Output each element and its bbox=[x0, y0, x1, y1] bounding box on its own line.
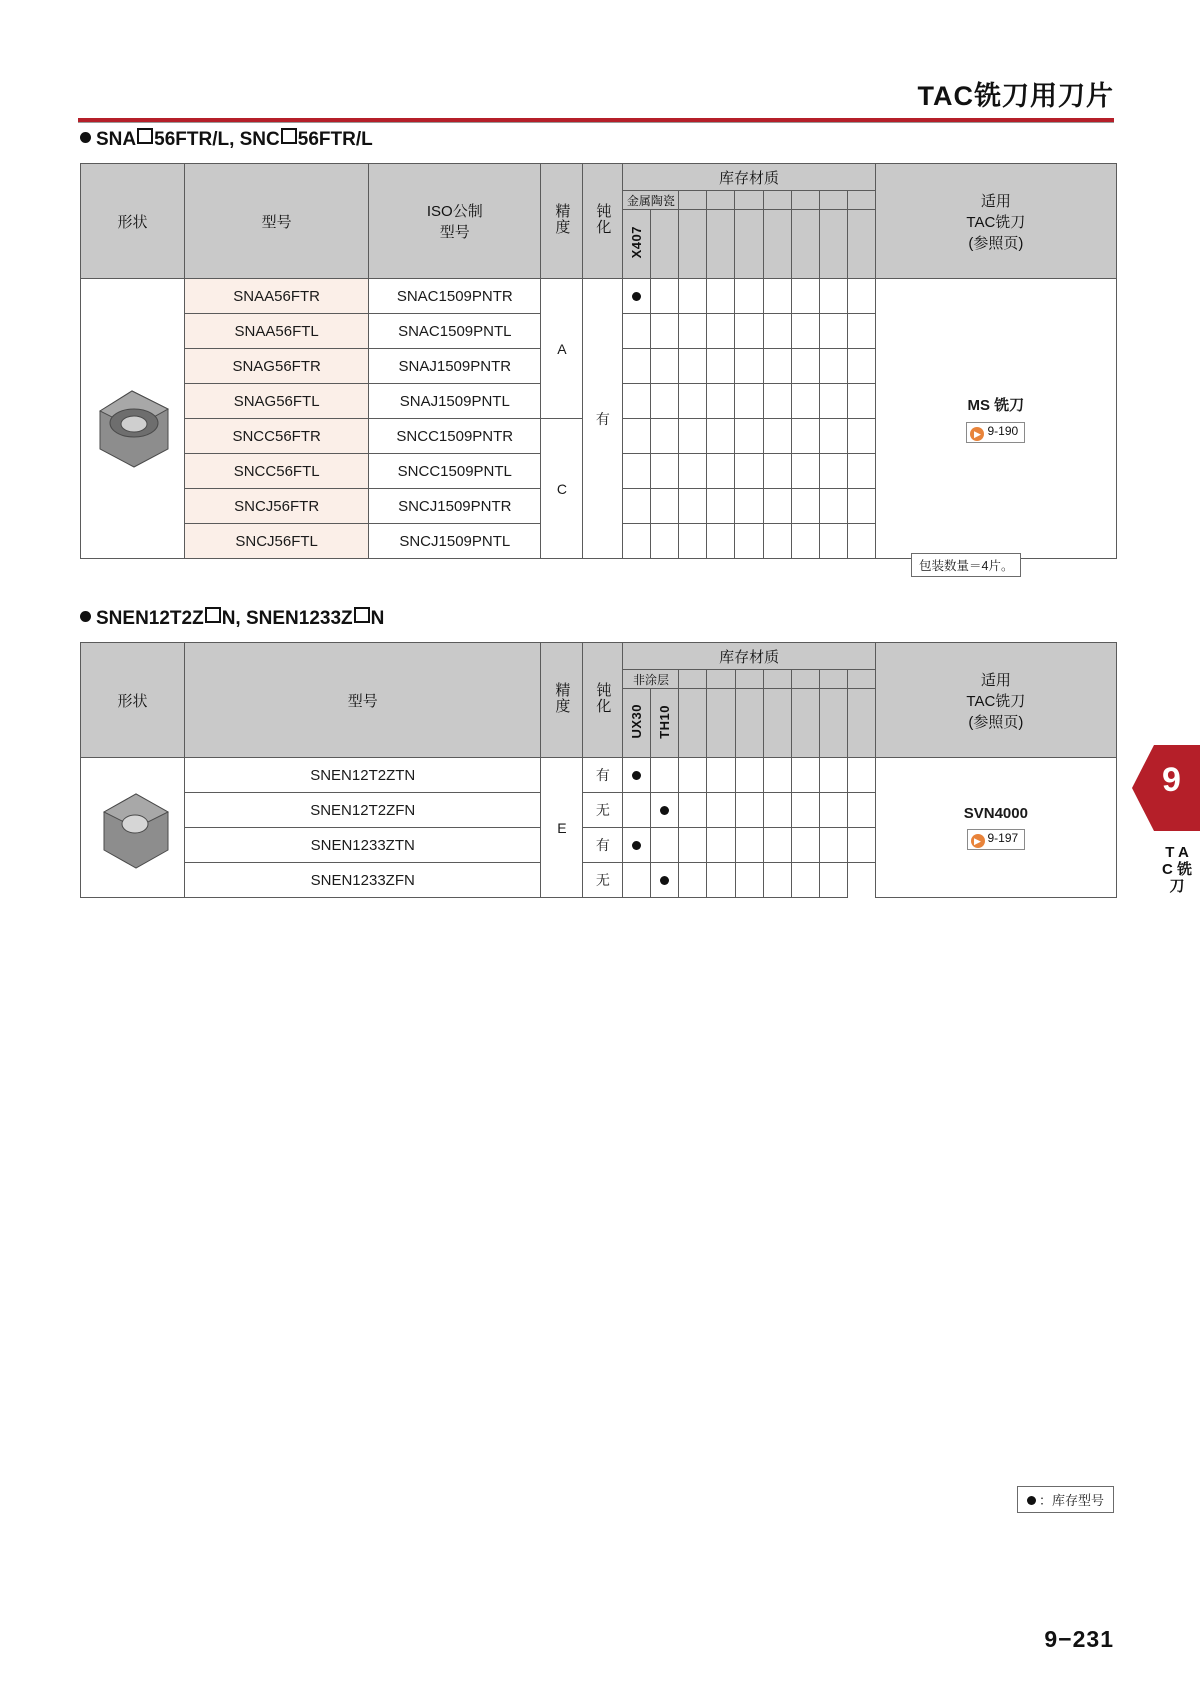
stock-cell bbox=[819, 828, 847, 863]
chapter-tab bbox=[1154, 745, 1200, 831]
stock-cell bbox=[707, 489, 735, 524]
stock-cell bbox=[651, 828, 679, 863]
tool-name: MS 铣刀 bbox=[967, 397, 1025, 414]
chapter-number: 9 bbox=[1162, 761, 1181, 799]
stock-cell bbox=[623, 863, 651, 898]
stock-cell bbox=[623, 793, 651, 828]
col-stock-material: 库存材质 bbox=[623, 164, 875, 191]
stock-cell bbox=[763, 524, 791, 559]
page-reference-text: 9-197 bbox=[987, 831, 1019, 845]
model-value: SNAG56FTR bbox=[185, 349, 369, 384]
grade-blank bbox=[819, 689, 847, 758]
stock-cell bbox=[707, 863, 735, 898]
page-header bbox=[0, 64, 1200, 120]
stock-cell bbox=[763, 863, 791, 898]
section-1-heading bbox=[80, 128, 373, 151]
stock-cell bbox=[791, 489, 819, 524]
stock-cell bbox=[847, 384, 875, 419]
group-blank bbox=[679, 191, 707, 210]
stock-cell bbox=[679, 793, 707, 828]
col-tool-line3: (参照页) bbox=[968, 234, 1024, 252]
stock-cell bbox=[679, 489, 707, 524]
stock-cell bbox=[819, 793, 847, 828]
col-dulling: 钝化 bbox=[583, 164, 623, 279]
group-cermet: 金属陶瓷 bbox=[623, 191, 679, 210]
model-value: SNEN1233ZTN bbox=[185, 828, 541, 863]
stock-cell bbox=[763, 793, 791, 828]
stock-dot-th10 bbox=[651, 863, 679, 898]
stock-cell bbox=[819, 524, 847, 559]
stock-cell bbox=[763, 384, 791, 419]
section-2-heading-pre: SNEN12T2Z bbox=[96, 608, 204, 629]
stock-cell bbox=[623, 314, 651, 349]
stock-cell bbox=[819, 349, 847, 384]
stock-cell bbox=[679, 384, 707, 419]
grade-ux30: UX30 bbox=[623, 689, 651, 758]
col-tool-line3: (参照页) bbox=[968, 713, 1024, 731]
stock-cell bbox=[791, 793, 819, 828]
stock-cell bbox=[735, 314, 763, 349]
stock-cell bbox=[819, 419, 847, 454]
col-tool-line1: 适用 bbox=[980, 192, 1011, 210]
stock-cell bbox=[819, 314, 847, 349]
bullet-icon bbox=[80, 611, 91, 622]
stock-cell bbox=[791, 524, 819, 559]
stock-cell bbox=[651, 279, 679, 314]
iso-value: SNCC1509PNTL bbox=[369, 454, 541, 489]
insert-shape-image bbox=[81, 279, 185, 559]
stock-cell bbox=[735, 758, 763, 793]
applicable-tool-cell bbox=[875, 758, 1116, 898]
stock-dot-x407 bbox=[623, 279, 651, 314]
header-rule-thin bbox=[78, 122, 1114, 123]
stock-cell bbox=[651, 524, 679, 559]
stock-cell bbox=[847, 279, 875, 314]
col-model: 型号 bbox=[185, 643, 541, 758]
group-blank bbox=[763, 191, 791, 210]
col-tool-line2: TAC铣刀 bbox=[966, 213, 1026, 231]
stock-cell bbox=[791, 454, 819, 489]
stock-cell bbox=[735, 349, 763, 384]
section-1-heading-mid: 56FTR/L, SNC bbox=[154, 129, 280, 150]
stock-cell bbox=[763, 489, 791, 524]
section-2-heading-mid: N, SNEN1233Z bbox=[221, 608, 353, 629]
stock-cell bbox=[623, 489, 651, 524]
precision-value: C bbox=[541, 419, 583, 559]
dulling-value: 无 bbox=[583, 863, 623, 898]
stock-cell bbox=[791, 863, 819, 898]
stock-cell bbox=[847, 454, 875, 489]
stock-cell bbox=[651, 454, 679, 489]
stock-cell bbox=[679, 828, 707, 863]
stock-cell bbox=[679, 314, 707, 349]
stock-cell bbox=[763, 349, 791, 384]
model-value: SNAA56FTR bbox=[185, 279, 369, 314]
model-value: SNEN1233ZFN bbox=[185, 863, 541, 898]
page-title: TAC铣刀用刀片 bbox=[917, 81, 1114, 111]
table-row bbox=[81, 279, 1117, 314]
grade-blank bbox=[651, 210, 679, 279]
model-value: SNAG56FTL bbox=[185, 384, 369, 419]
stock-cell bbox=[679, 419, 707, 454]
stock-cell bbox=[651, 489, 679, 524]
stock-cell bbox=[623, 419, 651, 454]
spec-table-2 bbox=[80, 642, 1117, 898]
stock-cell bbox=[623, 384, 651, 419]
stock-cell bbox=[791, 384, 819, 419]
stock-cell bbox=[707, 454, 735, 489]
insert-shape-image bbox=[81, 758, 185, 898]
group-blank bbox=[707, 670, 735, 689]
grade-blank bbox=[791, 689, 819, 758]
grade-blank bbox=[763, 689, 791, 758]
col-iso-line1: ISO公制 bbox=[426, 203, 483, 220]
page-number: 9−231 bbox=[1044, 1626, 1114, 1652]
group-blank bbox=[847, 191, 875, 210]
col-iso bbox=[369, 164, 541, 279]
page-reference-link[interactable] bbox=[966, 422, 1025, 443]
stock-cell bbox=[847, 758, 875, 793]
stock-cell bbox=[735, 279, 763, 314]
col-tool-line1: 适用 bbox=[980, 671, 1011, 689]
iso-value: SNCC1509PNTR bbox=[369, 419, 541, 454]
legend-text: ：库存型号 bbox=[1038, 1493, 1104, 1508]
stock-cell bbox=[735, 793, 763, 828]
applicable-tool-cell bbox=[875, 279, 1116, 559]
stock-cell bbox=[707, 828, 735, 863]
stock-cell bbox=[791, 279, 819, 314]
dulling-value: 有 bbox=[583, 758, 623, 793]
stock-cell bbox=[847, 524, 875, 559]
stock-cell bbox=[707, 384, 735, 419]
grade-th10: TH10 bbox=[651, 689, 679, 758]
group-uncoated: 非涂层 bbox=[623, 670, 679, 689]
iso-value: SNAC1509PNTL bbox=[369, 314, 541, 349]
stock-cell bbox=[791, 349, 819, 384]
group-blank bbox=[679, 670, 707, 689]
stock-cell bbox=[707, 279, 735, 314]
grade-blank bbox=[763, 210, 791, 279]
group-blank bbox=[763, 670, 791, 689]
section-2-heading-post: N bbox=[370, 608, 385, 629]
group-blank bbox=[735, 191, 763, 210]
stock-cell bbox=[735, 828, 763, 863]
group-blank bbox=[847, 670, 875, 689]
model-value: SNAA56FTL bbox=[185, 314, 369, 349]
grade-blank bbox=[679, 210, 707, 279]
stock-cell bbox=[651, 349, 679, 384]
stock-cell bbox=[679, 279, 707, 314]
grade-x407: X407 bbox=[623, 210, 651, 279]
stock-cell bbox=[847, 349, 875, 384]
col-precision: 精度 bbox=[541, 164, 583, 279]
stock-cell bbox=[819, 454, 847, 489]
chapter-label: T A C 铣 刀 bbox=[1162, 844, 1193, 895]
packing-note: 包装数量＝4片。 bbox=[911, 553, 1021, 577]
stock-cell bbox=[651, 314, 679, 349]
dulling-value: 有 bbox=[583, 279, 623, 559]
col-applicable-tool bbox=[875, 164, 1116, 279]
stock-cell bbox=[679, 863, 707, 898]
stock-cell bbox=[763, 454, 791, 489]
iso-value: SNAJ1509PNTL bbox=[369, 384, 541, 419]
stock-cell bbox=[735, 384, 763, 419]
stock-cell bbox=[623, 524, 651, 559]
stock-cell bbox=[791, 419, 819, 454]
stock-cell bbox=[819, 384, 847, 419]
stock-cell bbox=[763, 828, 791, 863]
dulling-value: 有 bbox=[583, 828, 623, 863]
stock-dot-ux30 bbox=[623, 828, 651, 863]
col-shape: 形状 bbox=[81, 643, 185, 758]
arrow-icon: ▶ bbox=[971, 834, 985, 848]
precision-value: E bbox=[541, 758, 583, 898]
model-value: SNEN12T2ZTN bbox=[185, 758, 541, 793]
page-reference-text: 9-190 bbox=[987, 424, 1019, 438]
stock-cell bbox=[819, 279, 847, 314]
stock-cell bbox=[735, 419, 763, 454]
model-value: SNEN12T2ZFN bbox=[185, 793, 541, 828]
stock-cell bbox=[791, 314, 819, 349]
group-blank bbox=[791, 670, 819, 689]
grade-blank bbox=[707, 210, 735, 279]
insert-illustration bbox=[90, 778, 176, 878]
stock-cell bbox=[819, 489, 847, 524]
col-dulling: 钝化 bbox=[583, 643, 623, 758]
page-reference-link[interactable] bbox=[967, 829, 1026, 850]
group-blank bbox=[707, 191, 735, 210]
group-blank bbox=[735, 670, 763, 689]
group-blank bbox=[819, 191, 847, 210]
model-value: SNCJ56FTR bbox=[185, 489, 369, 524]
stock-cell bbox=[763, 758, 791, 793]
stock-cell bbox=[707, 349, 735, 384]
model-value: SNCJ56FTL bbox=[185, 524, 369, 559]
bullet-icon bbox=[80, 132, 91, 143]
spec-table-1 bbox=[80, 163, 1117, 559]
grade-blank bbox=[707, 689, 735, 758]
precision-value: A bbox=[541, 279, 583, 419]
col-stock-material: 库存材质 bbox=[623, 643, 875, 670]
stock-cell bbox=[735, 524, 763, 559]
grade-blank bbox=[735, 689, 763, 758]
stock-cell bbox=[735, 863, 763, 898]
stock-cell bbox=[679, 758, 707, 793]
stock-cell bbox=[819, 863, 847, 898]
stock-cell bbox=[791, 758, 819, 793]
col-model bbox=[185, 164, 369, 279]
square-placeholder-icon bbox=[137, 128, 153, 144]
col-tool-line2: TAC铣刀 bbox=[966, 692, 1026, 710]
iso-value: SNCJ1509PNTL bbox=[369, 524, 541, 559]
section-1-heading-post: 56FTR/L bbox=[297, 129, 373, 150]
stock-cell bbox=[679, 524, 707, 559]
model-value: SNCC56FTR bbox=[185, 419, 369, 454]
iso-value: SNAJ1509PNTR bbox=[369, 349, 541, 384]
square-placeholder-icon bbox=[354, 607, 370, 623]
grade-blank bbox=[847, 689, 875, 758]
stock-cell bbox=[707, 758, 735, 793]
stock-cell bbox=[623, 349, 651, 384]
stock-cell bbox=[819, 758, 847, 793]
table-header-row bbox=[81, 643, 1117, 670]
stock-cell bbox=[707, 793, 735, 828]
stock-cell bbox=[847, 489, 875, 524]
stock-cell bbox=[763, 279, 791, 314]
stock-cell bbox=[735, 454, 763, 489]
model-value: SNCC56FTL bbox=[185, 454, 369, 489]
square-placeholder-icon bbox=[281, 128, 297, 144]
stock-cell bbox=[847, 314, 875, 349]
stock-cell bbox=[847, 828, 875, 863]
iso-value: SNCJ1509PNTR bbox=[369, 489, 541, 524]
grade-blank bbox=[679, 689, 707, 758]
stock-cell bbox=[763, 314, 791, 349]
stock-cell bbox=[735, 489, 763, 524]
stock-cell bbox=[763, 419, 791, 454]
group-blank bbox=[819, 670, 847, 689]
stock-cell bbox=[679, 349, 707, 384]
col-applicable-tool bbox=[875, 643, 1116, 758]
table-header-row bbox=[81, 164, 1117, 191]
stock-dot-ux30 bbox=[623, 758, 651, 793]
legend bbox=[1017, 1486, 1114, 1513]
stock-cell bbox=[651, 419, 679, 454]
stock-cell bbox=[847, 419, 875, 454]
stock-cell bbox=[651, 384, 679, 419]
section-1-heading-pre: SNA bbox=[96, 129, 137, 150]
section-2-heading bbox=[80, 607, 384, 630]
grade-blank bbox=[847, 210, 875, 279]
stock-cell bbox=[651, 758, 679, 793]
stock-cell bbox=[707, 314, 735, 349]
table-row bbox=[81, 758, 1117, 793]
insert-illustration bbox=[88, 365, 178, 473]
legend-dot-icon bbox=[1027, 1496, 1036, 1505]
arrow-icon: ▶ bbox=[970, 427, 984, 441]
stock-cell bbox=[707, 419, 735, 454]
iso-value: SNAC1509PNTR bbox=[369, 279, 541, 314]
stock-dot-th10 bbox=[651, 793, 679, 828]
tool-name: SVN4000 bbox=[963, 805, 1028, 822]
grade-blank bbox=[791, 210, 819, 279]
col-shape: 形状 bbox=[81, 164, 185, 279]
dulling-value: 无 bbox=[583, 793, 623, 828]
square-placeholder-icon bbox=[205, 607, 221, 623]
stock-cell bbox=[623, 454, 651, 489]
stock-cell bbox=[791, 828, 819, 863]
stock-cell bbox=[707, 524, 735, 559]
stock-cell bbox=[679, 454, 707, 489]
grade-blank bbox=[735, 210, 763, 279]
col-model-text: 型号 bbox=[261, 213, 292, 231]
col-precision: 精度 bbox=[541, 643, 583, 758]
col-iso-line2: 型号 bbox=[439, 224, 470, 241]
group-blank bbox=[791, 191, 819, 210]
grade-blank bbox=[819, 210, 847, 279]
